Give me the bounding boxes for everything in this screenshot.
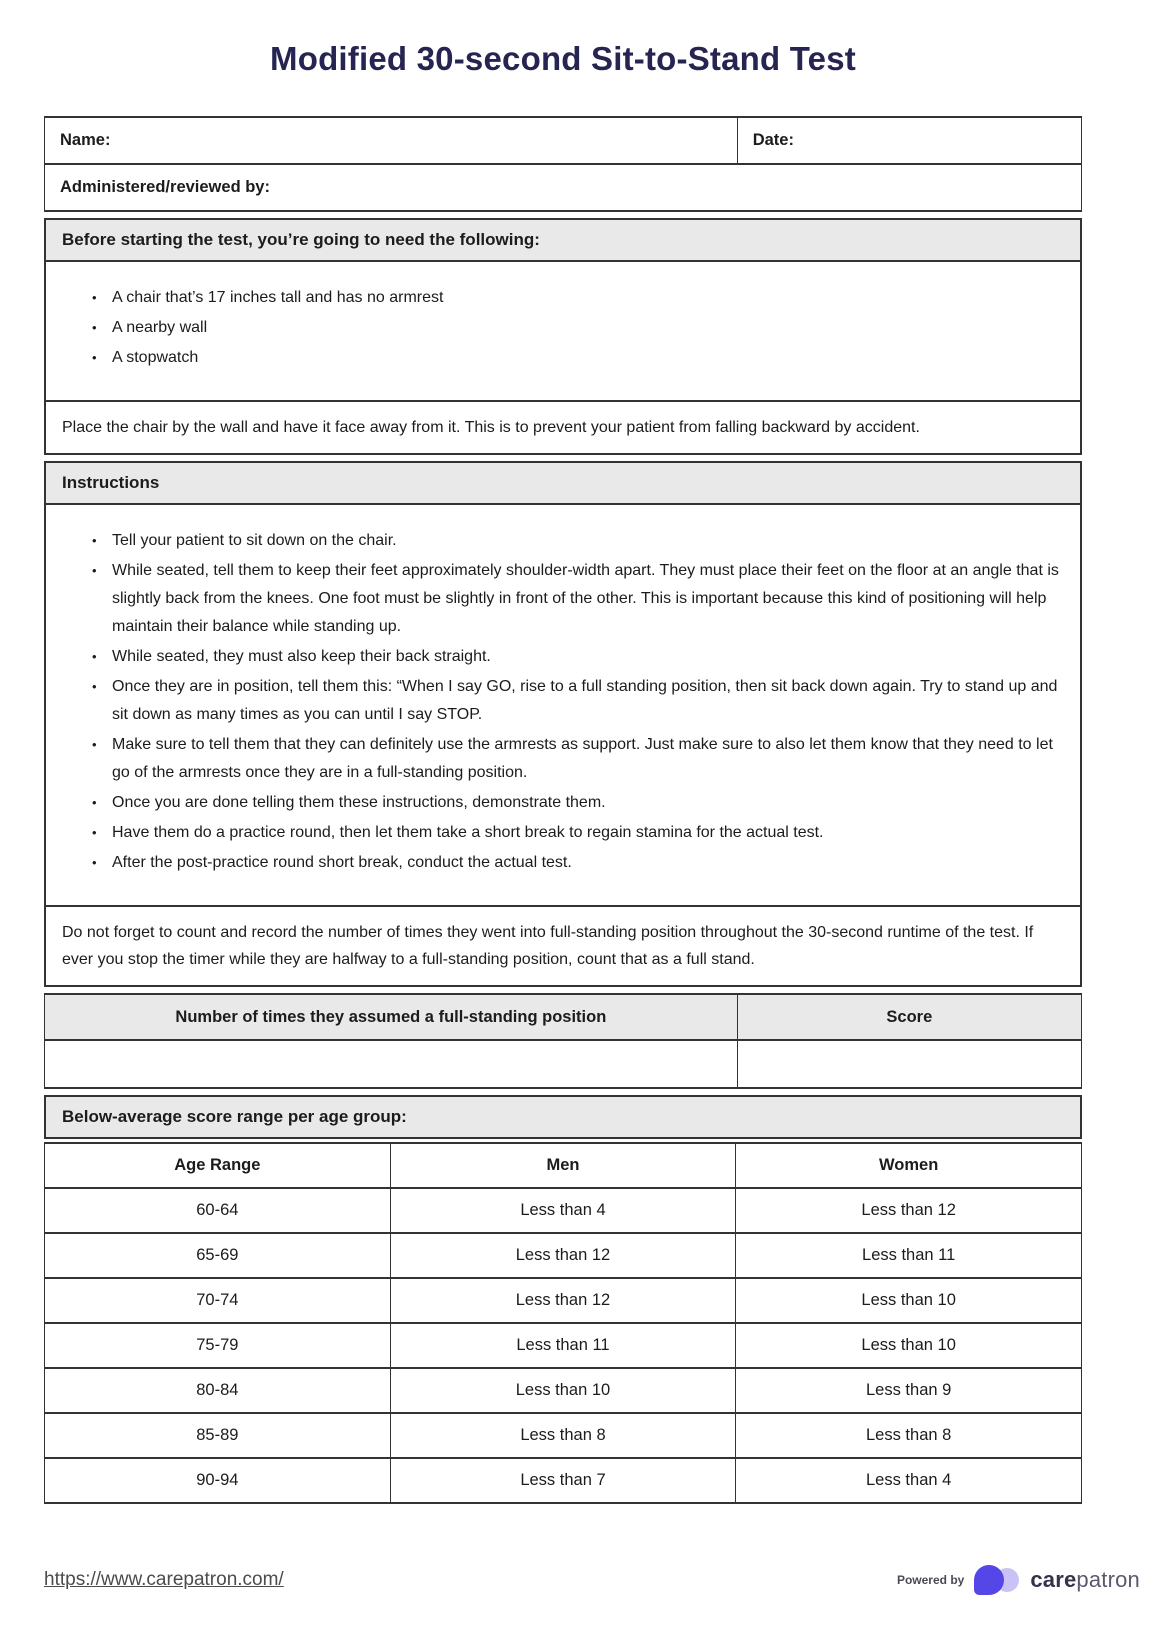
age-section-header: Below-average score range per age group: bbox=[44, 1095, 1082, 1139]
brand-name-light: patron bbox=[1076, 1567, 1140, 1592]
men-score-cell: Less than 12 bbox=[390, 1233, 736, 1278]
men-score-cell: Less than 12 bbox=[390, 1278, 736, 1323]
age-range-cell: 60-64 bbox=[45, 1188, 391, 1233]
name-field[interactable] bbox=[45, 117, 738, 164]
table-row bbox=[45, 1323, 1082, 1368]
score-table bbox=[44, 993, 1082, 1089]
age-range-cell: 75-79 bbox=[45, 1323, 391, 1368]
website-link[interactable]: https://www.carepatron.com/ bbox=[44, 1569, 284, 1590]
requirements-list bbox=[66, 284, 1060, 372]
list-item: • Once you are done telling them these instructions, demonstrate them. bbox=[66, 789, 1060, 817]
table-row bbox=[45, 1413, 1082, 1458]
men-score-cell: Less than 8 bbox=[390, 1413, 736, 1458]
table-row bbox=[45, 1368, 1082, 1413]
score-header: Score bbox=[737, 994, 1081, 1040]
list-item: • While seated, tell them to keep their feet approximately shoulder-width apart. They must place their feet on the floor at an angle that is slightly back from the knees. One foot must be slightly in front of the other. This is important because this kind of positioning will help maintain their balance while standing up. bbox=[66, 557, 1060, 641]
men-column-header: Men bbox=[390, 1143, 736, 1188]
women-score-cell: Less than 10 bbox=[736, 1278, 1082, 1323]
list-item: • A nearby wall bbox=[66, 314, 1060, 342]
age-range-cell: 80-84 bbox=[45, 1368, 391, 1413]
men-score-cell: Less than 11 bbox=[390, 1323, 736, 1368]
logo-circle-dark bbox=[974, 1565, 1004, 1595]
table-row bbox=[45, 1458, 1082, 1503]
before-section-note: Place the chair by the wall and have it face away from it. This is to prevent your patient from falling backward by accident. bbox=[46, 400, 1080, 453]
age-range-column-header: Age Range bbox=[45, 1143, 391, 1188]
age-range-cell: 70-74 bbox=[45, 1278, 391, 1323]
list-item: • While seated, they must also keep their back straight. bbox=[66, 643, 1060, 671]
score-count-header: Number of times they assumed a full-standing position bbox=[45, 994, 738, 1040]
table-row bbox=[45, 164, 1082, 211]
page-title: Modified 30-second Sit-to-Stand Test bbox=[270, 40, 856, 77]
score-count-cell[interactable] bbox=[45, 1040, 738, 1088]
women-score-cell: Less than 4 bbox=[736, 1458, 1082, 1503]
age-range-cell: 65-69 bbox=[45, 1233, 391, 1278]
men-score-cell: Less than 10 bbox=[390, 1368, 736, 1413]
age-range-cell: 90-94 bbox=[45, 1458, 391, 1503]
document-content bbox=[44, 0, 1082, 1504]
list-item: • After the post-practice round short break, conduct the actual test. bbox=[66, 849, 1060, 877]
before-section-header: Before starting the test, you’re going to need the following: bbox=[46, 220, 1080, 262]
powered-by-label: Powered by bbox=[896, 1573, 965, 1587]
list-item: • A chair that’s 17 inches tall and has no armrest bbox=[66, 284, 1060, 312]
date-label: Date: bbox=[752, 131, 794, 149]
men-score-cell: Less than 4 bbox=[390, 1188, 736, 1233]
table-row bbox=[45, 1278, 1082, 1323]
women-score-cell: Less than 11 bbox=[736, 1233, 1082, 1278]
age-range-table bbox=[44, 1142, 1082, 1504]
women-score-cell: Less than 8 bbox=[736, 1413, 1082, 1458]
before-section bbox=[44, 218, 1082, 455]
table-header-row bbox=[45, 1143, 1082, 1188]
list-item: • A stopwatch bbox=[66, 344, 1060, 372]
administered-field[interactable] bbox=[45, 164, 1082, 211]
instructions-section-body bbox=[46, 505, 1080, 905]
patient-info-table bbox=[44, 116, 1082, 212]
instructions-section-header: Instructions bbox=[46, 463, 1080, 505]
table-row bbox=[45, 1188, 1082, 1233]
powered-by bbox=[897, 1564, 1140, 1596]
women-score-cell: Less than 12 bbox=[736, 1188, 1082, 1233]
carepatron-logo-icon bbox=[974, 1564, 1020, 1596]
table-row bbox=[45, 994, 1082, 1040]
before-section-body bbox=[46, 262, 1080, 400]
date-field[interactable] bbox=[737, 117, 1081, 164]
age-range-cell: 85-89 bbox=[45, 1413, 391, 1458]
score-value-cell[interactable] bbox=[737, 1040, 1081, 1088]
brand-name-bold: care bbox=[1030, 1567, 1077, 1592]
name-label: Name: bbox=[60, 131, 111, 149]
table-row bbox=[45, 117, 1082, 164]
table-row bbox=[45, 1040, 1082, 1088]
list-item: • Tell your patient to sit down on the chair. bbox=[66, 527, 1060, 555]
instructions-section-note: Do not forget to count and record the number of times they went into full-standing position throughout the 30-second runtime of the test. If ever you stop the timer while they are halfway to a full-standing position, count that as a full stand. bbox=[46, 905, 1080, 985]
women-score-cell: Less than 9 bbox=[736, 1368, 1082, 1413]
instructions-section bbox=[44, 461, 1082, 987]
page-footer bbox=[44, 1564, 1140, 1596]
administered-label: Administered/reviewed by: bbox=[60, 178, 270, 196]
women-column-header: Women bbox=[736, 1143, 1082, 1188]
brand-name bbox=[1030, 1567, 1140, 1593]
men-score-cell: Less than 7 bbox=[390, 1458, 736, 1503]
table-row bbox=[45, 1233, 1082, 1278]
list-item: • Have them do a practice round, then let them take a short break to regain stamina for the actual test. bbox=[66, 819, 1060, 847]
women-score-cell: Less than 10 bbox=[736, 1323, 1082, 1368]
list-item: • Make sure to tell them that they can definitely use the armrests as support. Just make sure to also let them know that they need to let go of the armrests once they are in a full-standing position. bbox=[66, 731, 1060, 787]
instructions-list bbox=[66, 527, 1060, 877]
list-item: • Once they are in position, tell them this: “When I say GO, rise to a full standing position, then sit back down again. Try to stand up and sit down as many times as you can until I say STOP. bbox=[66, 673, 1060, 729]
